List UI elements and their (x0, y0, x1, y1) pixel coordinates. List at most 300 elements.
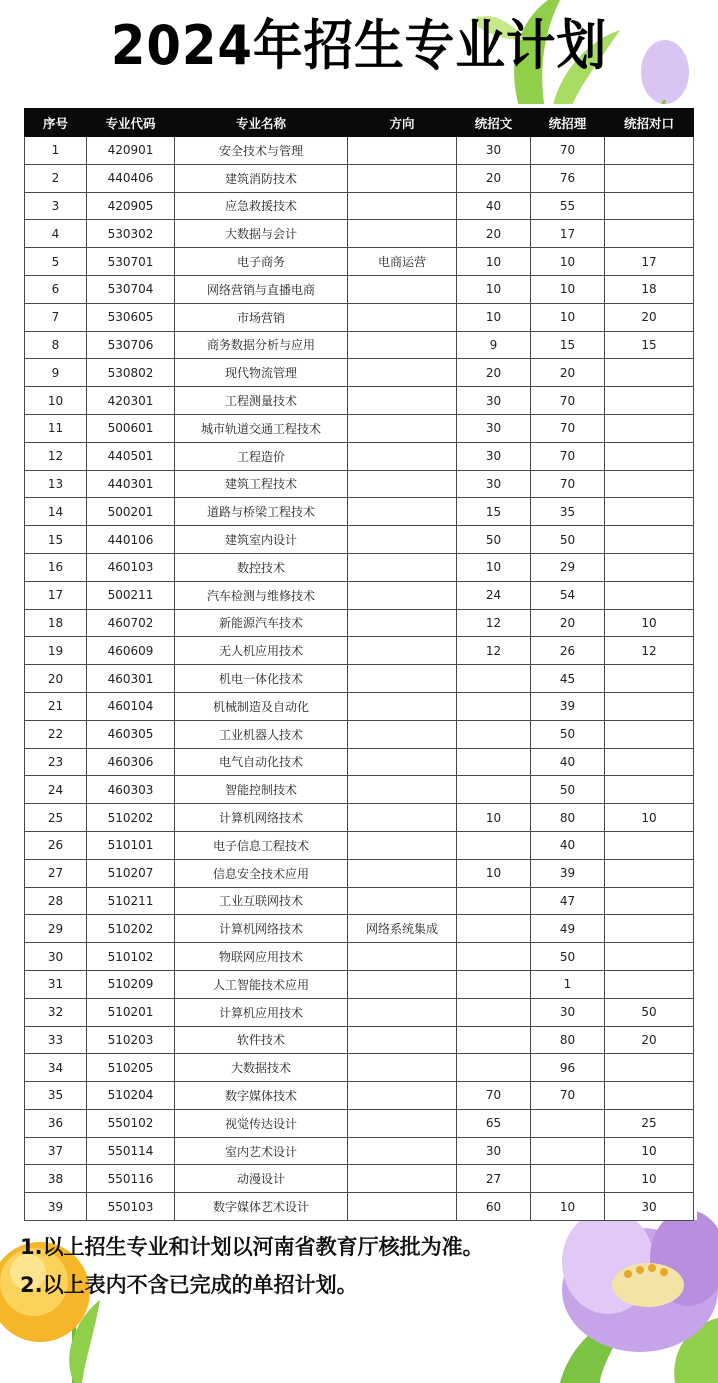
cell-vocational (605, 498, 694, 526)
table-row (25, 887, 694, 915)
cell-vocational (605, 970, 694, 998)
cell-general-arts (457, 776, 531, 804)
cell-major-name: 人工智能技术应用 (175, 970, 348, 998)
cell-general-science: 35 (531, 498, 605, 526)
cell-vocational: 18 (605, 275, 694, 303)
cell-major-name: 计算机网络技术 (175, 804, 348, 832)
cell-general-science: 10 (531, 275, 605, 303)
cell-general-arts (457, 943, 531, 971)
table-body (25, 137, 694, 1221)
cell-general-arts: 12 (457, 609, 531, 637)
cell-general-arts: 10 (457, 859, 531, 887)
cell-direction (348, 804, 457, 832)
cell-major-name: 新能源汽车技术 (175, 609, 348, 637)
cell-index: 36 (25, 1109, 87, 1137)
table-row (25, 831, 694, 859)
cell-vocational (605, 692, 694, 720)
cell-direction (348, 637, 457, 665)
cell-vocational (605, 553, 694, 581)
cell-index: 16 (25, 553, 87, 581)
cell-major-code: 460306 (87, 748, 175, 776)
cell-vocational (605, 470, 694, 498)
cell-index: 25 (25, 804, 87, 832)
cell-index: 8 (25, 331, 87, 359)
cell-general-arts (457, 748, 531, 776)
cell-direction (348, 748, 457, 776)
cell-general-arts: 60 (457, 1193, 531, 1221)
cell-major-code: 420301 (87, 387, 175, 415)
cell-major-code: 530701 (87, 248, 175, 276)
table-row (25, 1165, 694, 1193)
cell-general-science (531, 1165, 605, 1193)
cell-major-name: 市场营销 (175, 303, 348, 331)
cell-general-science: 70 (531, 442, 605, 470)
cell-general-arts: 24 (457, 581, 531, 609)
cell-vocational (605, 859, 694, 887)
cell-vocational (605, 220, 694, 248)
cell-general-arts: 15 (457, 498, 531, 526)
cell-index: 39 (25, 1193, 87, 1221)
cell-major-code: 420905 (87, 192, 175, 220)
cell-major-name: 室内艺术设计 (175, 1137, 348, 1165)
cell-index: 30 (25, 943, 87, 971)
table-row (25, 1109, 694, 1137)
cell-index: 12 (25, 442, 87, 470)
cell-direction (348, 526, 457, 554)
cell-general-arts: 12 (457, 637, 531, 665)
cell-general-arts: 20 (457, 220, 531, 248)
cell-vocational (605, 720, 694, 748)
cell-general-arts (457, 665, 531, 693)
table-row (25, 1054, 694, 1082)
cell-general-arts (457, 720, 531, 748)
cell-major-code: 550114 (87, 1137, 175, 1165)
cell-major-code: 460103 (87, 553, 175, 581)
cell-direction (348, 192, 457, 220)
cell-general-science: 96 (531, 1054, 605, 1082)
cell-vocational (605, 137, 694, 165)
cell-general-arts (457, 915, 531, 943)
cell-index: 28 (25, 887, 87, 915)
cell-major-name: 物联网应用技术 (175, 943, 348, 971)
table-row (25, 970, 694, 998)
cell-index: 22 (25, 720, 87, 748)
cell-general-science (531, 1137, 605, 1165)
cell-direction (348, 943, 457, 971)
cell-index: 17 (25, 581, 87, 609)
cell-major-code: 510207 (87, 859, 175, 887)
cell-direction (348, 859, 457, 887)
cell-direction (348, 1137, 457, 1165)
cell-major-name: 建筑工程技术 (175, 470, 348, 498)
table-row (25, 998, 694, 1026)
cell-major-name: 道路与桥梁工程技术 (175, 498, 348, 526)
cell-index: 34 (25, 1054, 87, 1082)
cell-index: 6 (25, 275, 87, 303)
header-direction: 方向 (348, 109, 457, 137)
page-title: 2024年招生专业计划 (110, 14, 608, 77)
cell-general-arts: 50 (457, 526, 531, 554)
cell-direction (348, 609, 457, 637)
cell-index: 29 (25, 915, 87, 943)
cell-major-name: 智能控制技术 (175, 776, 348, 804)
cell-major-code: 530802 (87, 359, 175, 387)
cell-major-code: 530302 (87, 220, 175, 248)
cell-major-code: 510202 (87, 915, 175, 943)
table-row (25, 164, 694, 192)
enrollment-plan-table (24, 108, 694, 1221)
table-row (25, 748, 694, 776)
cell-general-arts (457, 692, 531, 720)
cell-vocational: 30 (605, 1193, 694, 1221)
table-row (25, 331, 694, 359)
cell-general-science: 20 (531, 359, 605, 387)
cell-general-science: 50 (531, 943, 605, 971)
cell-major-name: 建筑消防技术 (175, 164, 348, 192)
cell-index: 37 (25, 1137, 87, 1165)
cell-index: 3 (25, 192, 87, 220)
cell-major-name: 信息安全技术应用 (175, 859, 348, 887)
cell-general-science: 54 (531, 581, 605, 609)
cell-major-code: 440406 (87, 164, 175, 192)
cell-direction (348, 1165, 457, 1193)
cell-index: 14 (25, 498, 87, 526)
cell-general-arts: 70 (457, 1082, 531, 1110)
table-row (25, 637, 694, 665)
cell-direction (348, 887, 457, 915)
cell-direction (348, 387, 457, 415)
header-index: 序号 (25, 109, 87, 137)
table-row (25, 275, 694, 303)
cell-general-arts: 9 (457, 331, 531, 359)
cell-index: 26 (25, 831, 87, 859)
cell-index: 4 (25, 220, 87, 248)
cell-general-science: 39 (531, 859, 605, 887)
cell-major-code: 500201 (87, 498, 175, 526)
cell-general-science: 15 (531, 331, 605, 359)
notes (20, 1228, 484, 1304)
cell-general-science: 70 (531, 1082, 605, 1110)
cell-major-name: 城市轨道交通工程技术 (175, 414, 348, 442)
table-row (25, 1082, 694, 1110)
cell-general-arts: 30 (457, 137, 531, 165)
cell-direction (348, 1082, 457, 1110)
cell-major-code: 530704 (87, 275, 175, 303)
cell-index: 35 (25, 1082, 87, 1110)
cell-direction (348, 665, 457, 693)
cell-general-arts: 20 (457, 359, 531, 387)
cell-major-code: 500601 (87, 414, 175, 442)
table-row (25, 220, 694, 248)
cell-vocational (605, 581, 694, 609)
cell-index: 23 (25, 748, 87, 776)
cell-vocational (605, 665, 694, 693)
cell-vocational: 10 (605, 804, 694, 832)
header-vocational: 统招对口 (605, 109, 694, 137)
cell-general-science: 30 (531, 998, 605, 1026)
cell-direction (348, 331, 457, 359)
cell-vocational (605, 359, 694, 387)
table-row (25, 192, 694, 220)
cell-index: 21 (25, 692, 87, 720)
cell-major-name: 应急救援技术 (175, 192, 348, 220)
cell-index: 27 (25, 859, 87, 887)
cell-general-arts (457, 970, 531, 998)
note-1: 1.以上招生专业和计划以河南省教育厅核批为准。 (20, 1235, 484, 1259)
table-row (25, 1193, 694, 1221)
cell-direction (348, 831, 457, 859)
cell-general-science: 47 (531, 887, 605, 915)
cell-major-name: 动漫设计 (175, 1165, 348, 1193)
cell-index: 2 (25, 164, 87, 192)
note-2: 2.以上表内不含已完成的单招计划。 (20, 1273, 358, 1297)
cell-major-name: 视觉传达设计 (175, 1109, 348, 1137)
cell-general-arts (457, 831, 531, 859)
cell-major-name: 计算机网络技术 (175, 915, 348, 943)
cell-general-science: 70 (531, 387, 605, 415)
cell-major-code: 460609 (87, 637, 175, 665)
cell-index: 24 (25, 776, 87, 804)
cell-vocational: 50 (605, 998, 694, 1026)
cell-direction (348, 1109, 457, 1137)
cell-general-science: 50 (531, 776, 605, 804)
cell-index: 11 (25, 414, 87, 442)
cell-major-name: 无人机应用技术 (175, 637, 348, 665)
cell-major-name: 软件技术 (175, 1026, 348, 1054)
cell-general-science: 40 (531, 748, 605, 776)
cell-major-name: 建筑室内设计 (175, 526, 348, 554)
table-row (25, 470, 694, 498)
cell-vocational: 20 (605, 303, 694, 331)
cell-vocational (605, 387, 694, 415)
cell-index: 15 (25, 526, 87, 554)
cell-vocational: 10 (605, 1165, 694, 1193)
cell-general-science: 29 (531, 553, 605, 581)
cell-general-arts: 20 (457, 164, 531, 192)
cell-direction (348, 164, 457, 192)
cell-major-code: 510102 (87, 943, 175, 971)
cell-major-name: 机械制造及自动化 (175, 692, 348, 720)
cell-general-arts (457, 1026, 531, 1054)
cell-index: 5 (25, 248, 87, 276)
cell-direction (348, 137, 457, 165)
cell-major-name: 电子商务 (175, 248, 348, 276)
cell-major-name: 大数据与会计 (175, 220, 348, 248)
cell-general-arts (457, 1054, 531, 1082)
cell-major-name: 商务数据分析与应用 (175, 331, 348, 359)
cell-general-arts: 40 (457, 192, 531, 220)
cell-index: 33 (25, 1026, 87, 1054)
cell-index: 38 (25, 1165, 87, 1193)
cell-major-code: 440501 (87, 442, 175, 470)
cell-direction (348, 303, 457, 331)
cell-major-name: 数控技术 (175, 553, 348, 581)
table-row (25, 915, 694, 943)
table-row (25, 414, 694, 442)
cell-direction (348, 414, 457, 442)
cell-major-name: 数字媒体艺术设计 (175, 1193, 348, 1221)
cell-direction (348, 998, 457, 1026)
cell-major-code: 530706 (87, 331, 175, 359)
cell-direction (348, 359, 457, 387)
table-row (25, 553, 694, 581)
cell-vocational (605, 414, 694, 442)
cell-direction (348, 720, 457, 748)
cell-vocational: 12 (605, 637, 694, 665)
cell-vocational (605, 192, 694, 220)
table-row (25, 1026, 694, 1054)
cell-index: 7 (25, 303, 87, 331)
cell-index: 20 (25, 665, 87, 693)
cell-major-code: 550116 (87, 1165, 175, 1193)
cell-general-science: 26 (531, 637, 605, 665)
cell-general-science: 49 (531, 915, 605, 943)
table-row (25, 859, 694, 887)
cell-general-arts: 10 (457, 303, 531, 331)
cell-general-science: 10 (531, 248, 605, 276)
cell-major-name: 数字媒体技术 (175, 1082, 348, 1110)
cell-major-name: 现代物流管理 (175, 359, 348, 387)
cell-direction (348, 970, 457, 998)
cell-vocational: 25 (605, 1109, 694, 1137)
cell-vocational: 17 (605, 248, 694, 276)
cell-vocational (605, 748, 694, 776)
cell-direction (348, 581, 457, 609)
cell-major-code: 510204 (87, 1082, 175, 1110)
table-row (25, 526, 694, 554)
cell-general-science: 17 (531, 220, 605, 248)
cell-major-code: 460301 (87, 665, 175, 693)
cell-vocational: 15 (605, 331, 694, 359)
table-row (25, 442, 694, 470)
table-row (25, 692, 694, 720)
table-row (25, 581, 694, 609)
cell-major-name: 工业机器人技术 (175, 720, 348, 748)
header-major-name: 专业名称 (175, 109, 348, 137)
cell-general-arts: 27 (457, 1165, 531, 1193)
cell-general-arts: 30 (457, 414, 531, 442)
cell-major-code: 510201 (87, 998, 175, 1026)
header-general-science: 统招理 (531, 109, 605, 137)
cell-index: 18 (25, 609, 87, 637)
cell-vocational (605, 831, 694, 859)
cell-index: 10 (25, 387, 87, 415)
cell-general-arts: 10 (457, 248, 531, 276)
cell-major-code: 550102 (87, 1109, 175, 1137)
cell-major-code: 500211 (87, 581, 175, 609)
cell-general-arts: 30 (457, 1137, 531, 1165)
cell-vocational (605, 915, 694, 943)
cell-direction (348, 1193, 457, 1221)
cell-major-code: 510203 (87, 1026, 175, 1054)
cell-index: 13 (25, 470, 87, 498)
cell-general-science: 70 (531, 470, 605, 498)
cell-direction (348, 220, 457, 248)
cell-major-code: 530605 (87, 303, 175, 331)
cell-general-arts: 10 (457, 804, 531, 832)
cell-major-name: 工业互联网技术 (175, 887, 348, 915)
cell-major-code: 460702 (87, 609, 175, 637)
table-row (25, 665, 694, 693)
cell-index: 32 (25, 998, 87, 1026)
cell-general-science: 70 (531, 414, 605, 442)
cell-general-science: 76 (531, 164, 605, 192)
cell-direction (348, 442, 457, 470)
cell-general-arts: 65 (457, 1109, 531, 1137)
cell-vocational: 10 (605, 609, 694, 637)
cell-direction (348, 1054, 457, 1082)
cell-general-science: 50 (531, 526, 605, 554)
cell-major-name: 安全技术与管理 (175, 137, 348, 165)
table-row (25, 303, 694, 331)
cell-general-science: 40 (531, 831, 605, 859)
cell-general-science: 10 (531, 303, 605, 331)
cell-index: 31 (25, 970, 87, 998)
cell-general-science: 10 (531, 1193, 605, 1221)
cell-major-name: 工程测量技术 (175, 387, 348, 415)
cell-major-name: 计算机应用技术 (175, 998, 348, 1026)
cell-major-code: 510209 (87, 970, 175, 998)
cell-general-science: 50 (531, 720, 605, 748)
cell-general-science: 70 (531, 137, 605, 165)
cell-general-arts: 30 (457, 442, 531, 470)
table-row (25, 804, 694, 832)
cell-major-code: 510211 (87, 887, 175, 915)
cell-direction (348, 470, 457, 498)
cell-general-science: 1 (531, 970, 605, 998)
cell-vocational (605, 776, 694, 804)
cell-major-name: 电气自动化技术 (175, 748, 348, 776)
cell-vocational (605, 887, 694, 915)
cell-direction (348, 776, 457, 804)
cell-direction (348, 553, 457, 581)
cell-vocational (605, 164, 694, 192)
cell-major-code: 420901 (87, 137, 175, 165)
cell-vocational: 20 (605, 1026, 694, 1054)
table-row (25, 359, 694, 387)
cell-major-code: 460305 (87, 720, 175, 748)
cell-major-code: 440301 (87, 470, 175, 498)
cell-general-science: 80 (531, 1026, 605, 1054)
cell-index: 9 (25, 359, 87, 387)
cell-major-code: 460104 (87, 692, 175, 720)
table-row (25, 609, 694, 637)
cell-major-name: 汽车检测与维修技术 (175, 581, 348, 609)
cell-index: 1 (25, 137, 87, 165)
cell-major-name: 电子信息工程技术 (175, 831, 348, 859)
cell-major-name: 网络营销与直播电商 (175, 275, 348, 303)
cell-general-science: 20 (531, 609, 605, 637)
cell-major-code: 550103 (87, 1193, 175, 1221)
cell-vocational (605, 442, 694, 470)
cell-general-science: 55 (531, 192, 605, 220)
cell-general-arts (457, 887, 531, 915)
cell-major-code: 510101 (87, 831, 175, 859)
cell-vocational (605, 943, 694, 971)
table-row (25, 248, 694, 276)
table-row (25, 776, 694, 804)
cell-general-arts: 30 (457, 470, 531, 498)
cell-direction (348, 1026, 457, 1054)
header-general-arts: 统招文 (457, 109, 531, 137)
cell-general-science: 39 (531, 692, 605, 720)
cell-general-arts: 30 (457, 387, 531, 415)
cell-major-code: 460303 (87, 776, 175, 804)
cell-major-name: 工程造价 (175, 442, 348, 470)
cell-major-name: 大数据技术 (175, 1054, 348, 1082)
cell-general-science: 80 (531, 804, 605, 832)
cell-direction: 网络系统集成 (348, 915, 457, 943)
